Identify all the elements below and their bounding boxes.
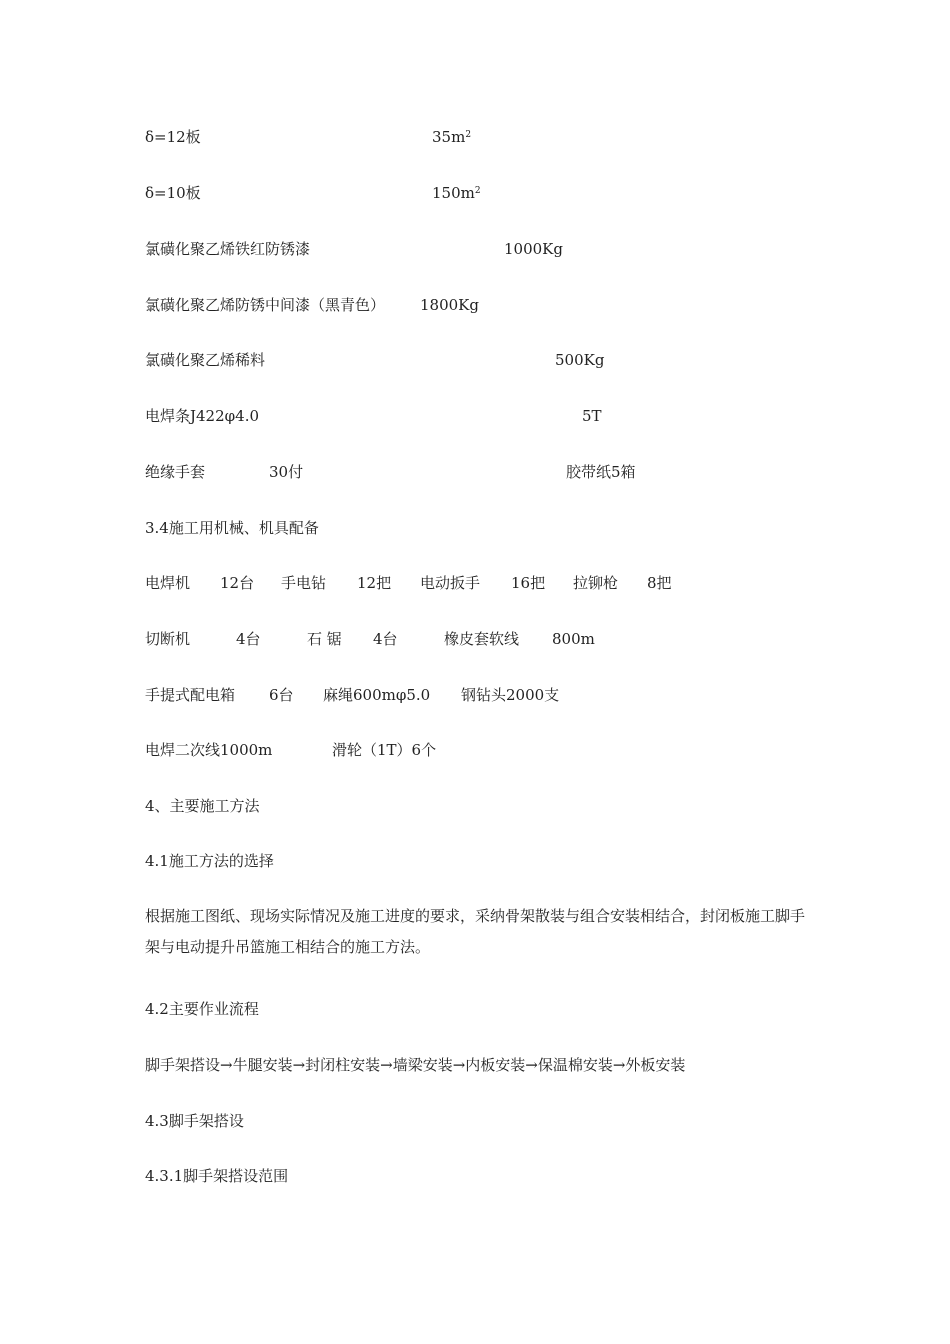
equipment-qty: 6台 bbox=[269, 686, 294, 704]
equipment-item: 电焊机 bbox=[145, 574, 191, 592]
equipment-qty: 16把 bbox=[511, 574, 546, 592]
section-heading-3-4: 3.4施工用机械、机具配备 bbox=[145, 519, 319, 537]
equipment-item: 滑轮（1T）6个 bbox=[332, 741, 437, 759]
material-qty: 5T bbox=[582, 407, 602, 425]
material-qty: $150m^2$ bbox=[432, 184, 481, 202]
material-tape: 胶带纸5箱 bbox=[566, 463, 636, 481]
equipment-qty: 12把 bbox=[357, 574, 392, 592]
material-name: 氯磺化聚乙烯稀料 bbox=[145, 351, 266, 369]
material-name: δ=12板 bbox=[145, 128, 201, 146]
equipment-item: 麻绳600mφ5.0 bbox=[323, 686, 431, 704]
equipment-qty: 8把 bbox=[647, 574, 672, 592]
workflow-text: 脚手架搭设→牛腿安装→封闭柱安装→墙梁安装→内板安装→保温棉安装→外板安装 bbox=[145, 1056, 686, 1074]
material-qty: 30付 bbox=[269, 463, 304, 481]
equipment-item: 电焊二次线1000m bbox=[145, 741, 273, 759]
section-heading-4-1: 4.1施工方法的选择 bbox=[145, 852, 274, 870]
equipment-item: 橡皮套软线 bbox=[444, 630, 520, 648]
equipment-item: 切断机 bbox=[145, 630, 191, 648]
section-heading-4: 4、主要施工方法 bbox=[145, 797, 260, 815]
section-heading-4-2: 4.2主要作业流程 bbox=[145, 1000, 259, 1018]
equipment-qty: 4台 bbox=[236, 630, 261, 648]
equipment-item: 手提式配电箱 bbox=[145, 686, 236, 704]
equipment-item: 电动扳手 bbox=[420, 574, 481, 592]
material-name: δ=10板 bbox=[145, 184, 201, 202]
material-qty: 1800Kg bbox=[420, 296, 479, 314]
equipment-item: 石 锯 bbox=[307, 630, 342, 648]
section-heading-4-3: 4.3脚手架搭设 bbox=[145, 1112, 244, 1130]
material-name: 绝缘手套 bbox=[145, 463, 206, 481]
equipment-item: 手电钻 bbox=[281, 574, 327, 592]
equipment-qty: 4台 bbox=[373, 630, 398, 648]
material-name: 氯磺化聚乙烯铁红防锈漆 bbox=[145, 240, 311, 258]
equipment-item: 拉铆枪 bbox=[573, 574, 619, 592]
material-name: 氯磺化聚乙烯防锈中间漆（黑青色） bbox=[145, 296, 386, 314]
section-heading-4-3-1: 4.3.1脚手架搭设范围 bbox=[145, 1167, 289, 1185]
material-qty: $35m^2$ bbox=[432, 128, 472, 146]
material-qty: 500Kg bbox=[555, 351, 605, 369]
equipment-qty: 12台 bbox=[220, 574, 255, 592]
equipment-item: 钢钻头2000支 bbox=[461, 686, 560, 704]
paragraph-4-1: 根据施工图纸、现场实际情况及施工进度的要求，采纳骨架散装与组合安装相结合，封闭板施工脚手架与电动提升吊篮施工相结合的施工方法。 bbox=[145, 907, 806, 956]
equipment-qty: 800m bbox=[552, 630, 595, 648]
material-qty: 1000Kg bbox=[504, 240, 563, 258]
material-name: 电焊条J422φ4.0 bbox=[145, 407, 260, 425]
